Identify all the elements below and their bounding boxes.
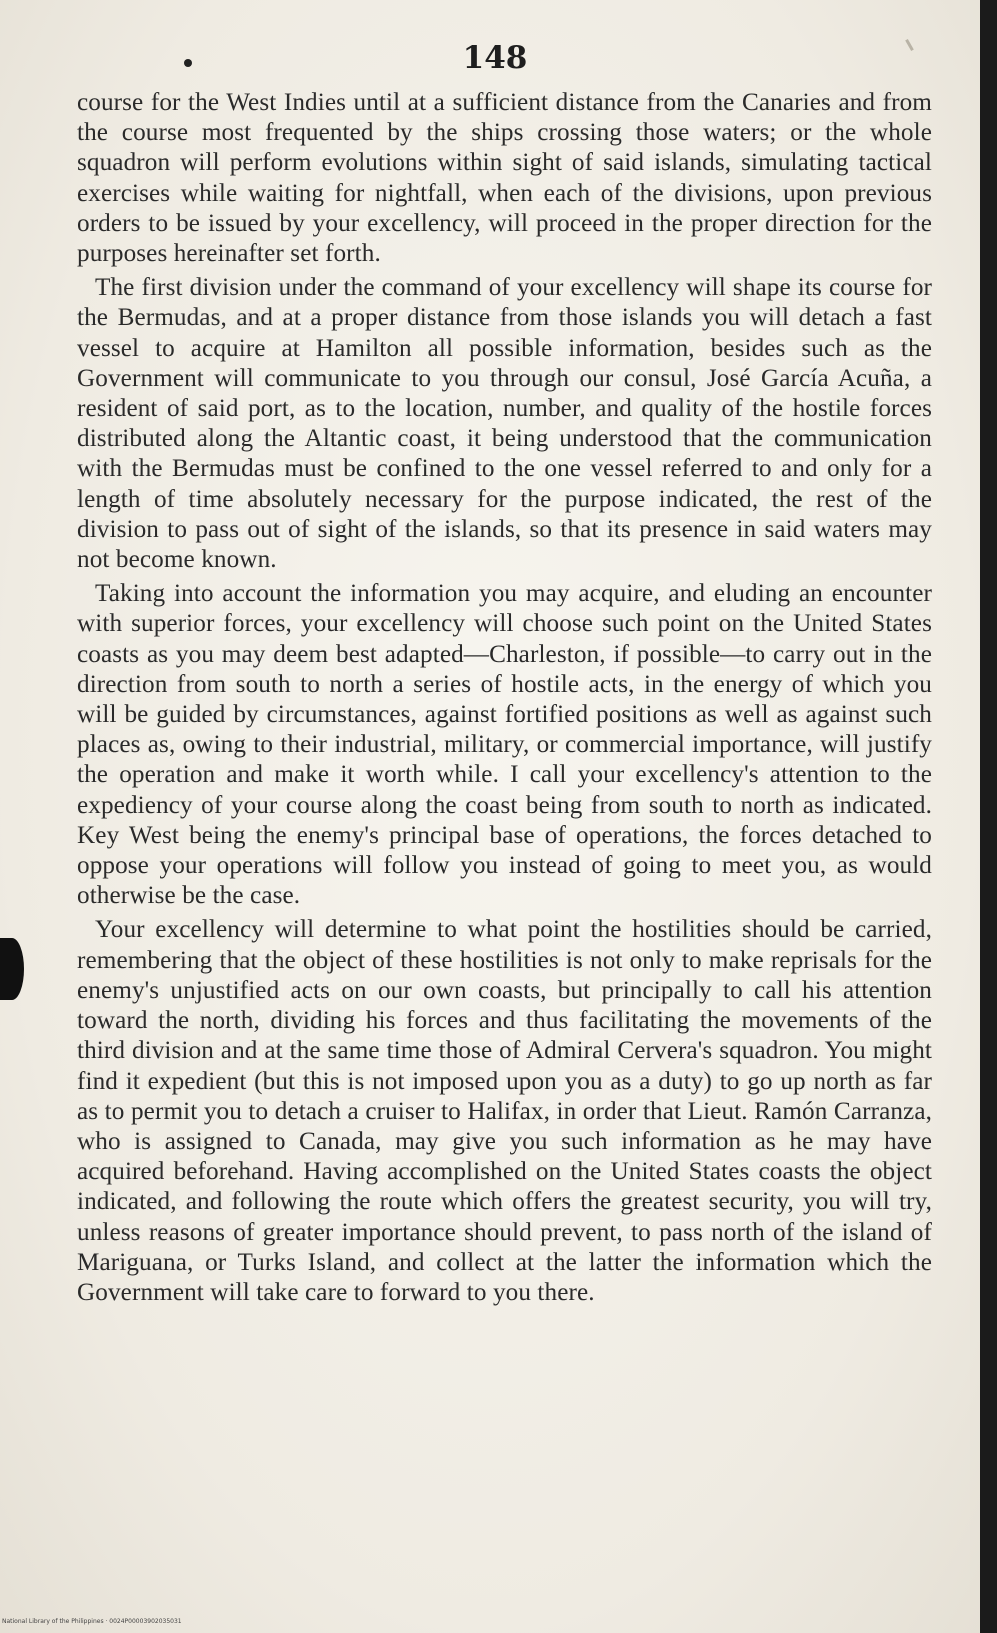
paragraph-3: Taking into account the information you may acquire, and eluding an encounter with superior forces, your excellency will choose such point on the United States coasts as you may deem best adapted—Charleston, if possible—to carry out in the direction from south to north a series of hostile acts, in the energy of which you will be guided by circumstances, against fortified positions as well as against such places as, owing to their industrial, military, or commercial importance, will justify the operation and make it worth while. I call your excellency's attention to the expediency of your course along the coast being from south to north as indicated. Key West being the enemy's principal base of operations, the forces detached to oppose your operations will follow you instead of going to meet you, as would otherwise be the case. (77, 580, 932, 910)
page-number: 148 (462, 40, 528, 76)
scan-right-edge (980, 0, 997, 1633)
binding-hole-blot (0, 938, 24, 1000)
body-text (77, 88, 932, 1312)
paragraph-1: course for the West Indies until at a sufficient distance from the Canaries and from the course most frequented by the ships crossing those waters; or the whole squadron will perform evolutions within sight of said islands, simulating tactical exercises while waiting for nightfall, when each of the divisions, upon previous orders to be issued by your excellency, will proceed in the proper direction for the purposes hereinafter set forth. (77, 89, 932, 268)
footer-credit: National Library of the Philippines · 0024P00003902035031 (2, 1618, 182, 1625)
paragraph-4: Your excellency will determine to what point the hostilities should be carried, remembering that the object of these hostilities is not only to make reprisals for the enemy's unjustified acts on our own coasts, but principally to call his attention toward the north, dividing his forces and thus facilitating the movements of the third division and at the same time those of Admiral Cervera's squadron. You might find it expedient (but this is not imposed upon you as a duty) to go up north as far as to permit you to detach a cruiser to Halifax, in order that Lieut. Ramón Carranza, who is assigned to Canada, may give you such information as he may have acquired beforehand. Having accomplished on the United States coasts the object indicated, and following the route which offers the greatest security, you will try, unless reasons of greater importance should prevent, to pass north of the island of Mariguana, or Turks Island, and collect at the latter the information which the Government will take care to forward to you there. (77, 916, 932, 1306)
paragraph-2: The first division under the command of your excellency will shape its course for the Bermudas, and at a proper distance from those islands you will detach a fast vessel to acquire at Hamilton all possible information, besides such as the Government will communicate to you through our consul, José García Acuña, a resident of said port, as to the location, number, and quality of the hostile forces distributed along the Altantic coast, it being understood that the communication with the Bermudas must be confined to the one vessel referred to and only for a length of time absolutely necessary for the purpose indicated, the rest of the division to pass out of sight of the islands, so that its presence in said waters may not become known. (77, 274, 932, 574)
